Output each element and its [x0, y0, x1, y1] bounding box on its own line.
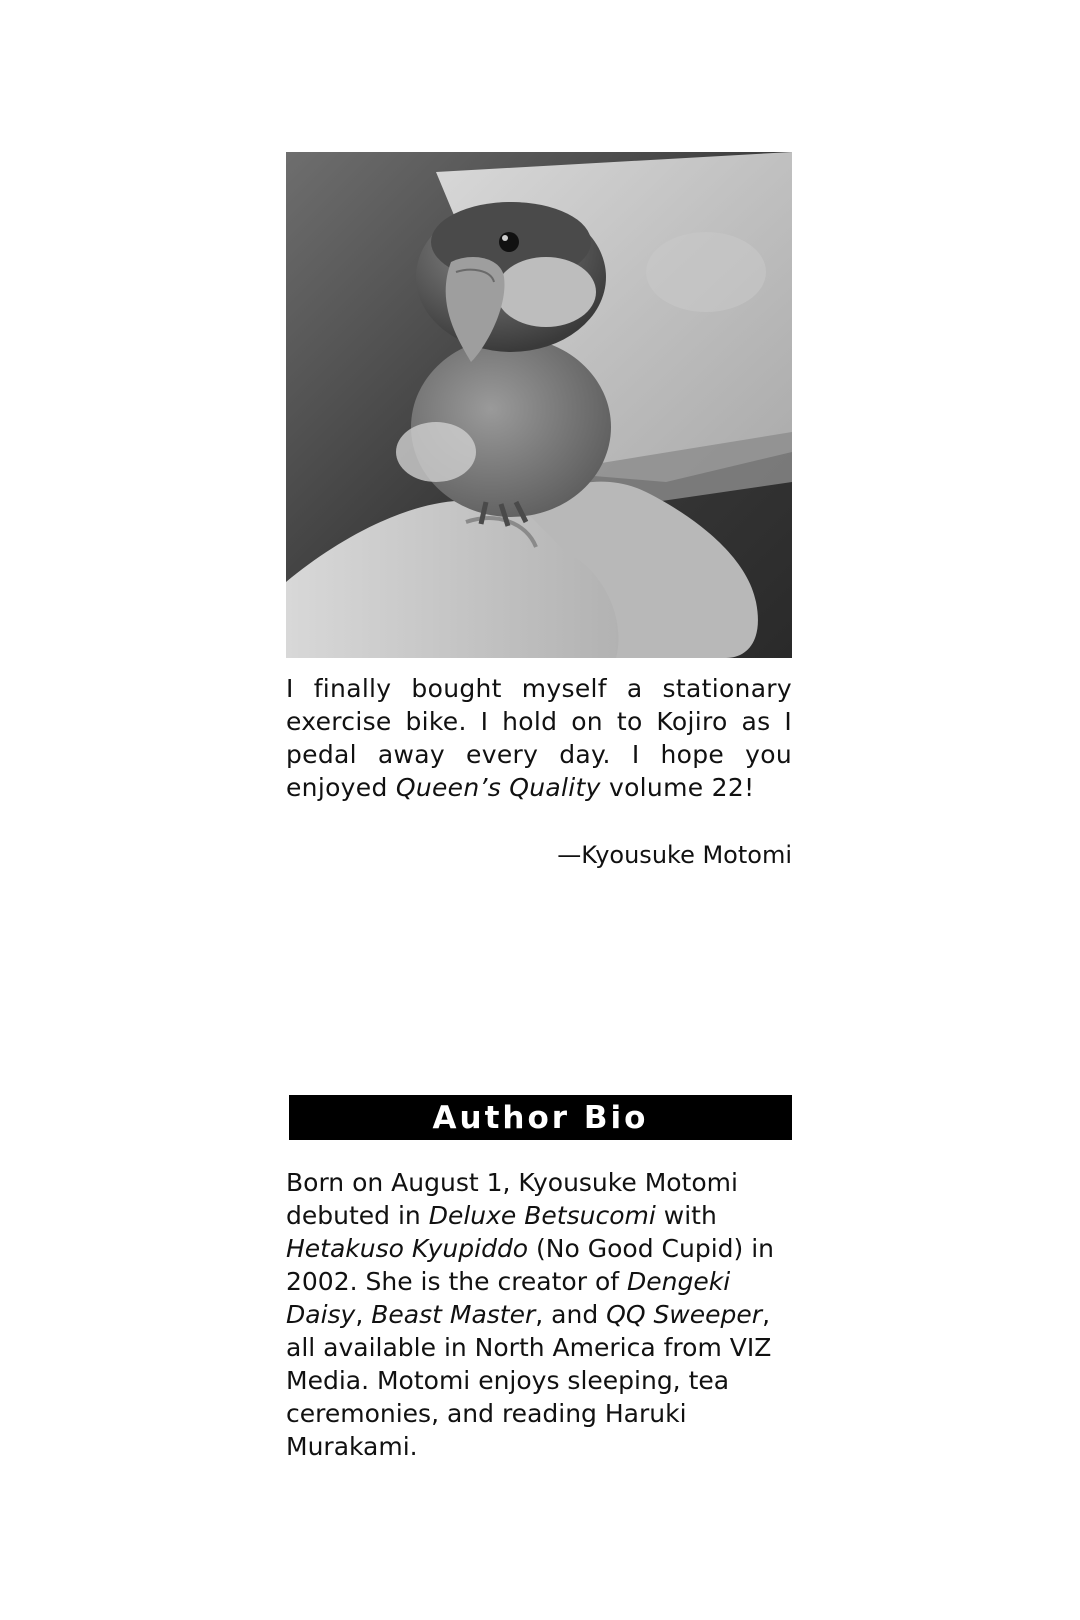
note-text-end: volume 22!: [600, 773, 755, 802]
author-signature: —Kyousuke Motomi: [557, 841, 792, 869]
bio-text: Born on August 1, Kyousuke Motomi debuted in: [286, 1168, 738, 1230]
bio-title: Beast Master: [371, 1300, 536, 1329]
bio-text: , and: [535, 1300, 607, 1329]
author-bio-text: [286, 1166, 792, 1463]
author-bio-heading-bar: [289, 1095, 792, 1140]
bio-title: Dengeki Daisy: [286, 1267, 731, 1329]
author-note: [286, 672, 792, 804]
bio-text: , all available in North America from VIZ Media. Motomi enjoys sleeping, tea ceremonies, and reading Haruki Murakami.: [286, 1300, 772, 1461]
bio-text: ,: [355, 1300, 372, 1329]
bio-text: with: [655, 1201, 717, 1230]
author-photo: [286, 152, 792, 658]
bio-title: Hetakuso Kyupiddo: [286, 1234, 529, 1263]
bio-title: Deluxe Betsucomi: [428, 1201, 656, 1230]
author-bio-heading: Author Bio: [432, 1099, 649, 1136]
bio-text: (No Good Cupid) in 2002. She is the creator of: [286, 1234, 775, 1296]
bird-photo-illustration: [286, 152, 792, 658]
note-text-start: I finally bought myself a stationary exercise bike. I hold on to Kojiro as I pedal away every day. I hope you enjoyed: [286, 674, 792, 802]
series-title: Queen’s Quality: [395, 773, 601, 802]
bio-title: QQ Sweeper: [606, 1300, 763, 1329]
